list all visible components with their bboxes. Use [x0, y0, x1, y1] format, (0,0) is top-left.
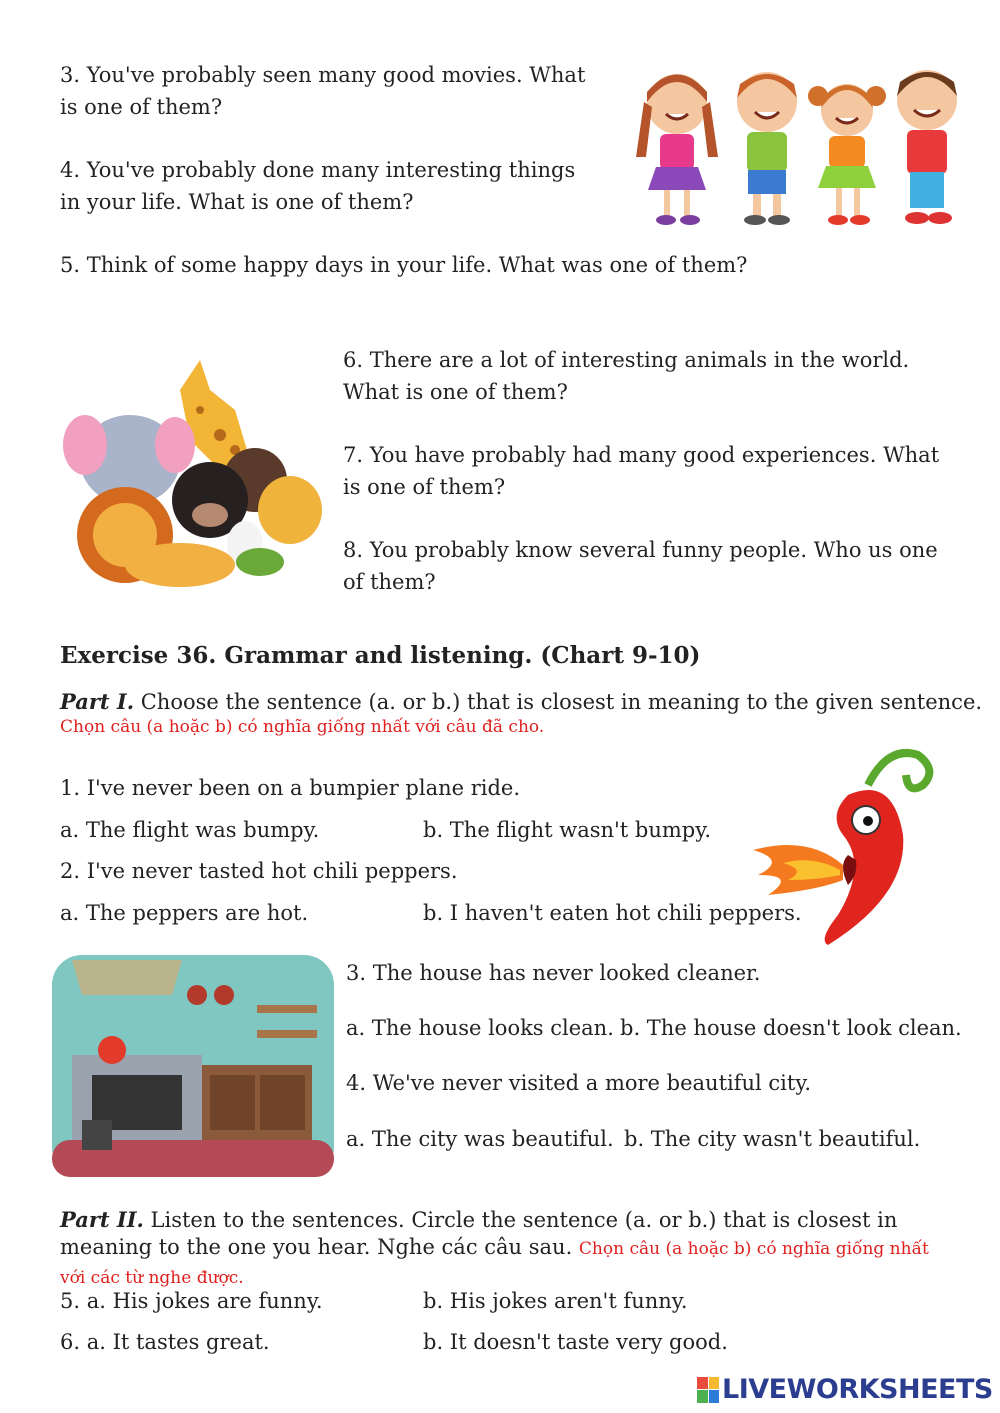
question-7: 7. You have probably had many good experiences. What is one of them? [343, 443, 940, 499]
question-6: 6. There are a lot of interesting animals in the world. What is one of them? [343, 348, 910, 404]
turtle-shape [236, 548, 284, 576]
item2-option-a[interactable]: a. The peppers are hot. [60, 901, 309, 925]
girl-figure-1 [636, 74, 718, 225]
part2-text: Listen to the sentences. Circle the sentence (a. or b.) that is closest in meaning to the one you hear. Nghe các câu sau. [60, 1208, 898, 1259]
question-3: 3. You've probably seen many good movies. What is one of them? [60, 63, 586, 119]
item1-option-a[interactable]: a. The flight was bumpy. [60, 818, 320, 842]
item1-option-b[interactable]: b. The flight wasn't bumpy. [423, 818, 711, 842]
item6-option-b[interactable]: b. It doesn't taste very good. [423, 1330, 728, 1354]
question-5: 5. Think of some happy days in your life. What was one of them? [60, 253, 748, 277]
girl-figure-2 [808, 84, 886, 225]
pepper-stem [868, 753, 929, 788]
item4-question: 4. We've never visited a more beautiful city. [346, 1071, 812, 1095]
part1-text: Choose the sentence (a. or b.) that is closest in meaning to the given sentence. [134, 690, 983, 714]
item3-option-a[interactable]: a. The house looks clean. [346, 1016, 614, 1040]
part1-label: Part I. [60, 689, 135, 714]
item5-option-a[interactable]: 5. a. His jokes are funny. [60, 1289, 323, 1313]
item3-question: 3. The house has never looked cleaner. [346, 961, 761, 985]
liveworksheets-icon [697, 1377, 719, 1403]
boy-figure-1 [737, 72, 797, 225]
part2-translation: Chọn câu (a hoặc b) có nghĩa giống nhất với các từ nghe được. [60, 1239, 929, 1288]
item5-option-b[interactable]: b. His jokes aren't funny. [423, 1289, 688, 1313]
part2-label: Part II. [60, 1207, 144, 1232]
part2-instruction [60, 1206, 940, 1292]
exercise-title: Exercise 36. Grammar and listening. (Chart 9-10) [60, 642, 701, 669]
cheetah-shape [258, 476, 322, 544]
item2-question: 2. I've never tasted hot chili peppers. [60, 859, 458, 883]
pot [98, 1036, 126, 1064]
item3-option-b[interactable]: b. The house doesn't look clean. [620, 1016, 962, 1040]
part1-translation: Chọn câu (a hoặc b) có nghĩa giống nhất với câu đã cho. [60, 717, 545, 737]
chili-pepper-illustration [748, 725, 943, 955]
kids-illustration [622, 62, 982, 232]
trash-can [82, 1120, 112, 1150]
boy-figure-2 [897, 70, 957, 224]
range-hood [72, 960, 182, 995]
part1-instruction [60, 686, 982, 718]
item2-option-b[interactable]: b. I haven't eaten hot chili peppers. [423, 901, 802, 925]
logo-text: LIVEWORKSHEETS [722, 1374, 993, 1405]
item4-option-b[interactable]: b. The city wasn't beautiful. [624, 1127, 921, 1151]
liveworksheets-logo [697, 1374, 993, 1405]
kitchen-illustration [52, 955, 334, 1177]
question-8: 8. You probably know several funny people. Who us one of them? [343, 538, 938, 594]
animals-illustration [60, 350, 330, 600]
item1-question: 1. I've never been on a bumpier plane ride. [60, 776, 521, 800]
item6-option-a[interactable]: 6. a. It tastes great. [60, 1330, 270, 1354]
item4-option-a[interactable]: a. The city was beautiful. [346, 1127, 614, 1151]
question-4: 4. You've probably done many interesting things in your life. What is one of them? [60, 158, 576, 214]
